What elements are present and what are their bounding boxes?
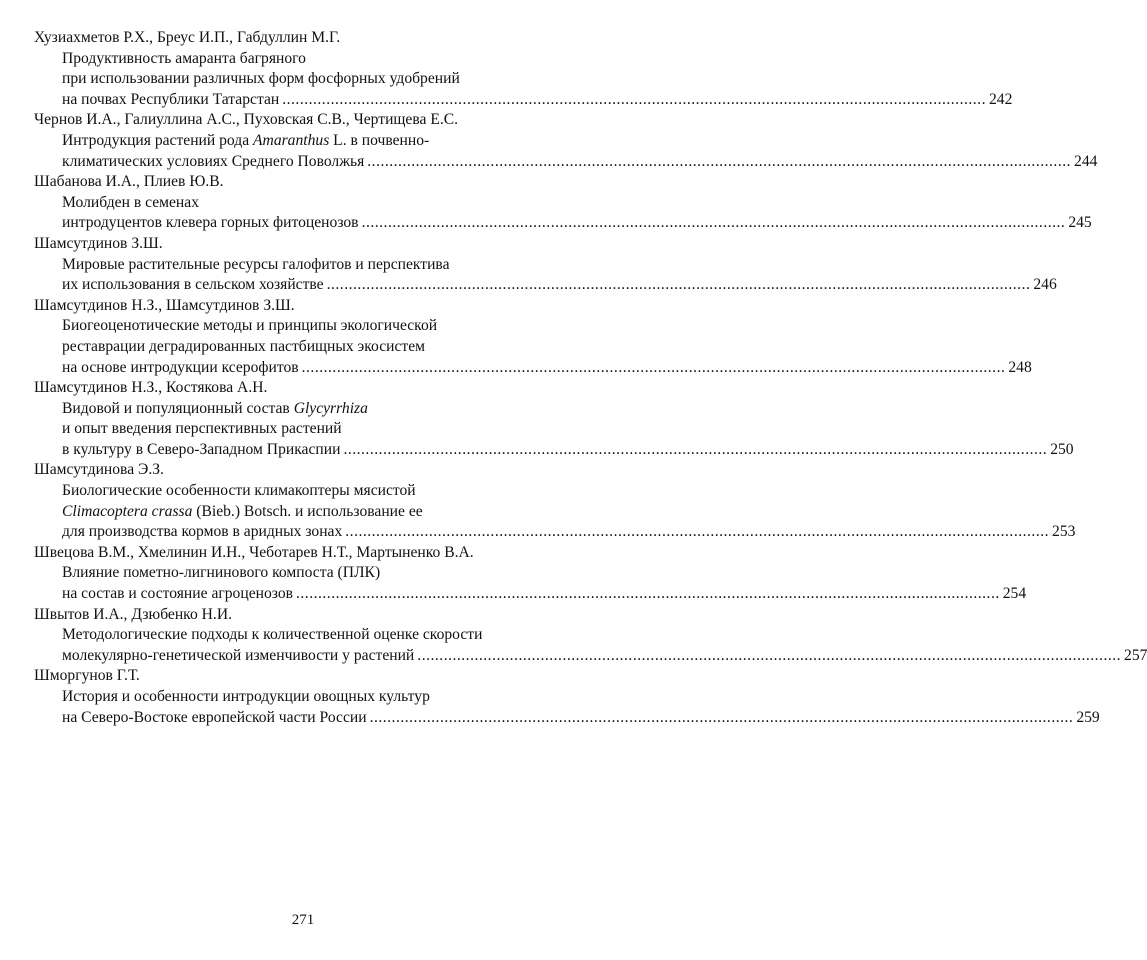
- entry-title-line: [34, 687, 574, 708]
- entry-title-line: [34, 213, 1092, 234]
- entry-authors: Хузиахметов Р.Х., Бреус И.П., Габдуллин М.Г.: [34, 29, 341, 46]
- entry-page: 253: [1052, 523, 1076, 541]
- entry-title-line: [34, 90, 1013, 111]
- entry-title-line: [34, 337, 574, 358]
- title-text: [62, 708, 367, 729]
- title-text: [62, 400, 368, 417]
- title-segment: интродуцентов клевера горных фитоценозов: [62, 214, 359, 232]
- title-text: [62, 503, 423, 520]
- entry-title-line: [34, 193, 574, 214]
- title-text: [62, 440, 340, 461]
- title-segment: Интродукция растений рода: [62, 131, 254, 149]
- title-segment: реставрации деградированных пастбищных экосистем: [62, 337, 426, 355]
- entry-title-line: [34, 49, 574, 70]
- title-segment: Видовой и популяционный состав: [62, 399, 294, 417]
- title-segment: при использовании различных форм фосфорных удобрений: [62, 70, 460, 88]
- dot-leader: ................................................................................................................................................................: [361, 214, 1066, 232]
- title-text: [62, 213, 359, 234]
- entry-title-line: [34, 419, 574, 440]
- entry-title-line: [34, 69, 574, 90]
- entry-title-line: [34, 563, 574, 584]
- italic-latin-name: Climacoptera crassa: [62, 502, 193, 520]
- title-text: [62, 358, 299, 379]
- title-text: [62, 522, 342, 543]
- toc-entry: [34, 605, 1147, 667]
- title-segment: климатических условиях Среднего Поволжья: [62, 152, 365, 170]
- entry-authors: Шамсутдинов З.Ш.: [34, 234, 163, 252]
- entry-title-line: [34, 708, 1100, 729]
- title-text: [62, 152, 364, 173]
- entry-title-line: [34, 646, 1147, 667]
- toc-entry: [34, 110, 1098, 172]
- entry-title-line: [34, 625, 574, 646]
- entry-page: 244: [1074, 152, 1098, 170]
- title-segment: Методологические подходы к количественной оценке скорости: [62, 626, 483, 644]
- toc-entry: [34, 296, 1032, 378]
- dot-leader: ................................................................................................................................................................: [369, 708, 1074, 726]
- entry-title-line: [34, 255, 574, 276]
- title-segment: для производства кормов в аридных зонах: [62, 523, 343, 541]
- toc-entry: [34, 28, 1013, 110]
- title-text: [62, 275, 324, 296]
- dot-leader: ................................................................................................................................................................: [296, 585, 1000, 603]
- italic-latin-name: Amaranthus: [253, 131, 330, 149]
- dot-leader: ................................................................................................................................................................: [343, 440, 1048, 458]
- toc-entry: [34, 172, 1092, 234]
- title-segment: Продуктивность амаранта багряного: [62, 49, 306, 67]
- entry-title-line: [34, 152, 1098, 173]
- title-text: [62, 482, 416, 499]
- title-segment: Мировые растительные ресурсы галофитов и перспектива: [62, 255, 450, 273]
- title-segment: (Bieb.) Botsch. и использование ее: [192, 502, 423, 520]
- table-of-contents: [34, 28, 1147, 728]
- title-segment: на почвах Республики Татарстан: [62, 90, 280, 108]
- dot-leader: ................................................................................................................................................................: [301, 358, 1006, 376]
- entry-page: 242: [988, 90, 1013, 108]
- entry-authors: Шабанова И.А., Плиев Ю.В.: [34, 173, 224, 191]
- dot-leader: ................................................................................................................................................................: [282, 90, 986, 108]
- toc-entry: [34, 460, 1076, 542]
- entry-title-line: [34, 502, 574, 523]
- entry-page: 248: [1008, 358, 1032, 376]
- entry-title-line: [34, 275, 1057, 296]
- title-text: [62, 132, 429, 149]
- entry-authors: Шамсутдинов Н.З., Шамсутдинов З.Ш.: [34, 296, 295, 314]
- title-segment: L. в почвенно-: [329, 131, 430, 149]
- entry-authors: Шморгунов Г.Т.: [34, 667, 140, 685]
- entry-authors: Шамсутдинова Э.З.: [34, 461, 164, 479]
- entry-authors: Швецова В.М., Хмелинин И.Н., Чеботарев Н.Т., Мартыненко В.А.: [34, 543, 474, 561]
- title-text: [62, 338, 425, 355]
- title-segment: молекулярно-генетической изменчивости у растений: [62, 646, 415, 664]
- title-text: [62, 564, 380, 581]
- dot-leader: ................................................................................................................................................................: [367, 152, 1072, 170]
- title-segment: История и особенности интродукции овощных культур: [62, 688, 430, 705]
- toc-entry: [34, 543, 1027, 605]
- entry-title-line: [34, 358, 1032, 379]
- title-text: [62, 90, 279, 111]
- title-text: [62, 688, 430, 705]
- entry-page: 254: [1002, 585, 1027, 603]
- entry-title-line: [34, 481, 574, 502]
- title-segment: Биологические особенности климакоптеры мясистой: [62, 482, 416, 500]
- entry-page: 257: [1124, 646, 1147, 664]
- title-text: [62, 317, 437, 334]
- title-segment: на Северо-Востоке европейской части России: [62, 708, 367, 726]
- toc-entry: [34, 234, 1057, 296]
- entry-page: 246: [1033, 276, 1057, 294]
- dot-leader: ................................................................................................................................................................: [345, 523, 1050, 541]
- entry-authors: Швытов И.А., Дзюбенко Н.И.: [34, 605, 232, 623]
- title-segment: на основе интродукции ксерофитов: [62, 358, 299, 376]
- title-text: [62, 50, 306, 67]
- title-segment: и опыт введения перспективных растений: [62, 420, 342, 438]
- toc-entry: [34, 378, 1074, 460]
- entry-title-line: [34, 584, 1027, 605]
- italic-latin-name: Glycyrrhiza: [293, 399, 368, 417]
- dot-leader: ................................................................................................................................................................: [326, 276, 1031, 294]
- entry-page: 250: [1050, 440, 1074, 458]
- title-segment: их использования в сельском хозяйстве: [62, 276, 324, 294]
- entry-authors: Шамсутдинов Н.З., Костякова А.Н.: [34, 379, 268, 397]
- entry-title-line: [34, 440, 1074, 461]
- dot-leader: ................................................................................................................................................................: [417, 646, 1122, 664]
- entry-page: 245: [1068, 214, 1092, 232]
- title-text: [62, 584, 293, 605]
- entry-page: 259: [1076, 708, 1100, 726]
- entry-title-line: [34, 399, 574, 420]
- title-text: [62, 420, 342, 437]
- title-segment: в культуру в Северо-Западном Прикаспии: [62, 440, 341, 458]
- title-text: [62, 646, 414, 667]
- entry-title-line: [34, 131, 574, 152]
- page-number: 271: [291, 912, 315, 928]
- title-segment: Влияние пометно-лигнинового компоста (ПЛК): [62, 564, 381, 582]
- title-text: [62, 70, 460, 87]
- toc-entry: [34, 666, 1100, 728]
- entry-title-line: [34, 316, 574, 337]
- entry-authors: Чернов И.А., Галиуллина А.С., Пуховская С.В., Чертищева Е.С.: [34, 111, 459, 129]
- title-segment: Молибден в семенах: [62, 193, 199, 211]
- title-segment: на состав и состояние агроценозов: [62, 585, 293, 603]
- title-segment: Биогеоценотические методы и принципы экологической: [62, 317, 438, 335]
- title-text: [62, 256, 450, 273]
- title-text: [62, 626, 482, 643]
- entry-title-line: [34, 522, 1076, 543]
- title-text: [62, 194, 199, 211]
